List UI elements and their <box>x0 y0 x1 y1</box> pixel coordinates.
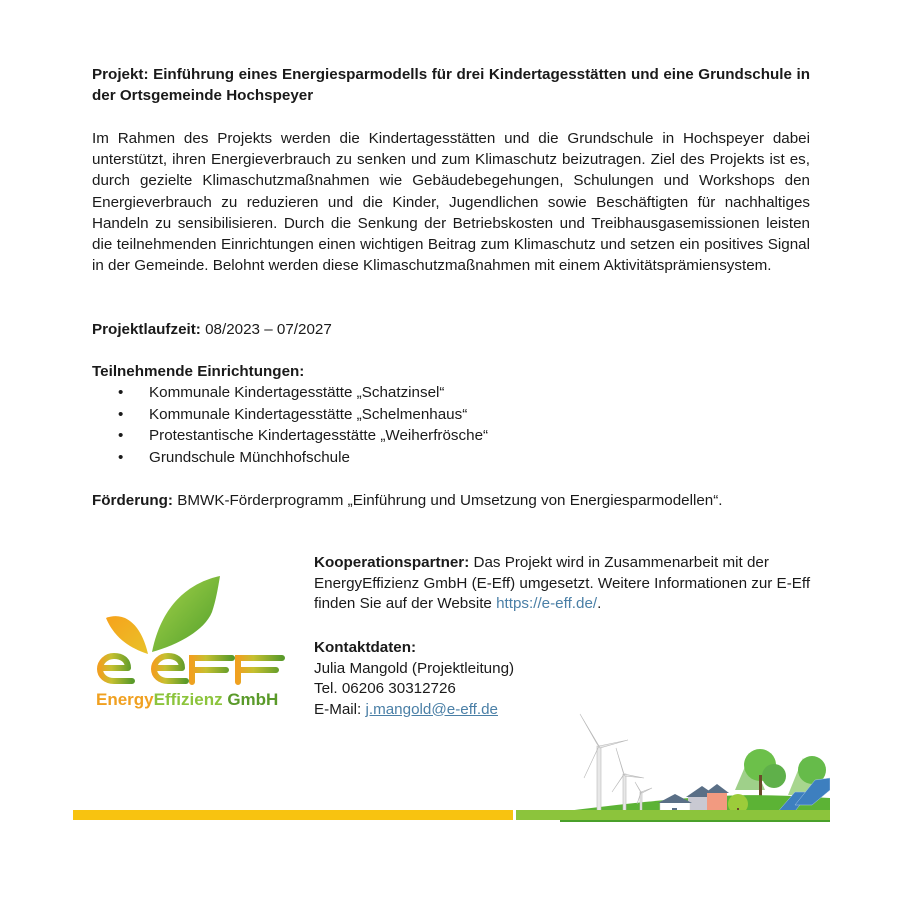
participants-heading: Teilnehmende Einrichtungen: <box>92 363 305 380</box>
logo-energy: Energy <box>96 690 154 709</box>
bullet-icon: • <box>118 427 124 444</box>
logo-gmbh: GmbH <box>222 690 279 709</box>
runtime-value: 08/2023 – 07/2027 <box>200 321 332 338</box>
bullet-icon: • <box>118 448 124 466</box>
contact-details <box>314 638 514 720</box>
list-item <box>92 447 488 469</box>
bullet-icon: • <box>118 384 124 401</box>
footer-bar-green <box>516 810 830 820</box>
contact-name: Julia Mangold (Projektleitung) <box>314 659 515 677</box>
intro-paragraph: Im Rahmen des Projekts werden die Kindertagesstätten und die Grundschule in Hochspeyer dabei unterstützt, ihren Energieverbrauch zu senken und zum Klimaschutz beizutragen. Ziel des Projekts ist es, durch gezielte Klimaschutzmaßnahmen wie Gebäudebegehungen, Schulungen und Workshops den Energieverbrauch zu reduzieren und die Kinder, Jugendlichen sowie Beschäftigten für nachhaltiges Handeln zu sensibilisieren. Durch die Senkung der Betriebskosten und Treibhausgasemissionen leisten die teilnehmenden Einrichtungen einen wichtigen Beitrag zum Klimaschutz und setzen ein positives Signal in der Gemeinde. Belohnt werden diese Klimaschutzmaßnahmen mit einem Aktivitätsprämiensystem. <box>92 130 810 275</box>
contact-heading: Kontaktdaten: <box>314 639 417 656</box>
footer-bar-yellow <box>73 810 513 820</box>
funding <box>92 490 723 511</box>
participant-name: Kommunale Kindertagesstätte „Schatzinsel“ <box>149 384 445 401</box>
funding-value: BMWK-Förderprogramm „Einführung und Umsetzung von Energiesparmodellen“. <box>173 492 723 509</box>
company-logo <box>92 572 297 717</box>
bullet-icon: • <box>118 405 124 423</box>
contact-phone: Tel. 06206 30312726 <box>314 680 456 697</box>
leaf-logo-icon <box>92 572 297 690</box>
participants-list <box>92 382 488 468</box>
email-link[interactable]: j.mangold@e-eff.de <box>365 700 498 718</box>
cooperation-suffix: . <box>597 595 602 612</box>
logo-effizienz: Effizienz <box>153 690 223 709</box>
list-item <box>92 382 488 404</box>
website-link[interactable]: https://e-eff.de/ <box>496 595 598 612</box>
runtime-label: Projektlaufzeit: <box>92 321 201 338</box>
funding-label: Förderung: <box>92 492 173 509</box>
list-item <box>92 425 488 447</box>
landscape-illustration <box>560 700 830 822</box>
cooperation-text: Das Projekt wird in Zusammenarbeit mit der EnergyEffizienz GmbH (E-Eff) umgesetzt. Weitere Informationen zur E-Eff finden Sie auf der Website <box>314 554 811 612</box>
project-runtime <box>92 319 332 340</box>
page-title: Projekt: Einführung eines Energiesparmodells für drei Kindertagesstätten und eine Grundschule in der Ortsgemeinde Hochspeyer <box>92 66 810 104</box>
logo-wordmark <box>96 690 278 710</box>
email-label: E-Mail: <box>314 700 366 718</box>
participant-name: Kommunale Kindertagesstätte „Schelmenhaus“ <box>149 405 468 423</box>
cooperation-label: Kooperationspartner: <box>314 554 470 571</box>
list-item <box>92 404 488 426</box>
participant-name: Grundschule Münchhofschule <box>149 448 350 466</box>
wind-turbine-icon <box>580 714 652 818</box>
cooperation-partner <box>314 553 824 615</box>
participant-name: Protestantische Kindertagesstätte „Weiherfrösche“ <box>149 427 489 444</box>
